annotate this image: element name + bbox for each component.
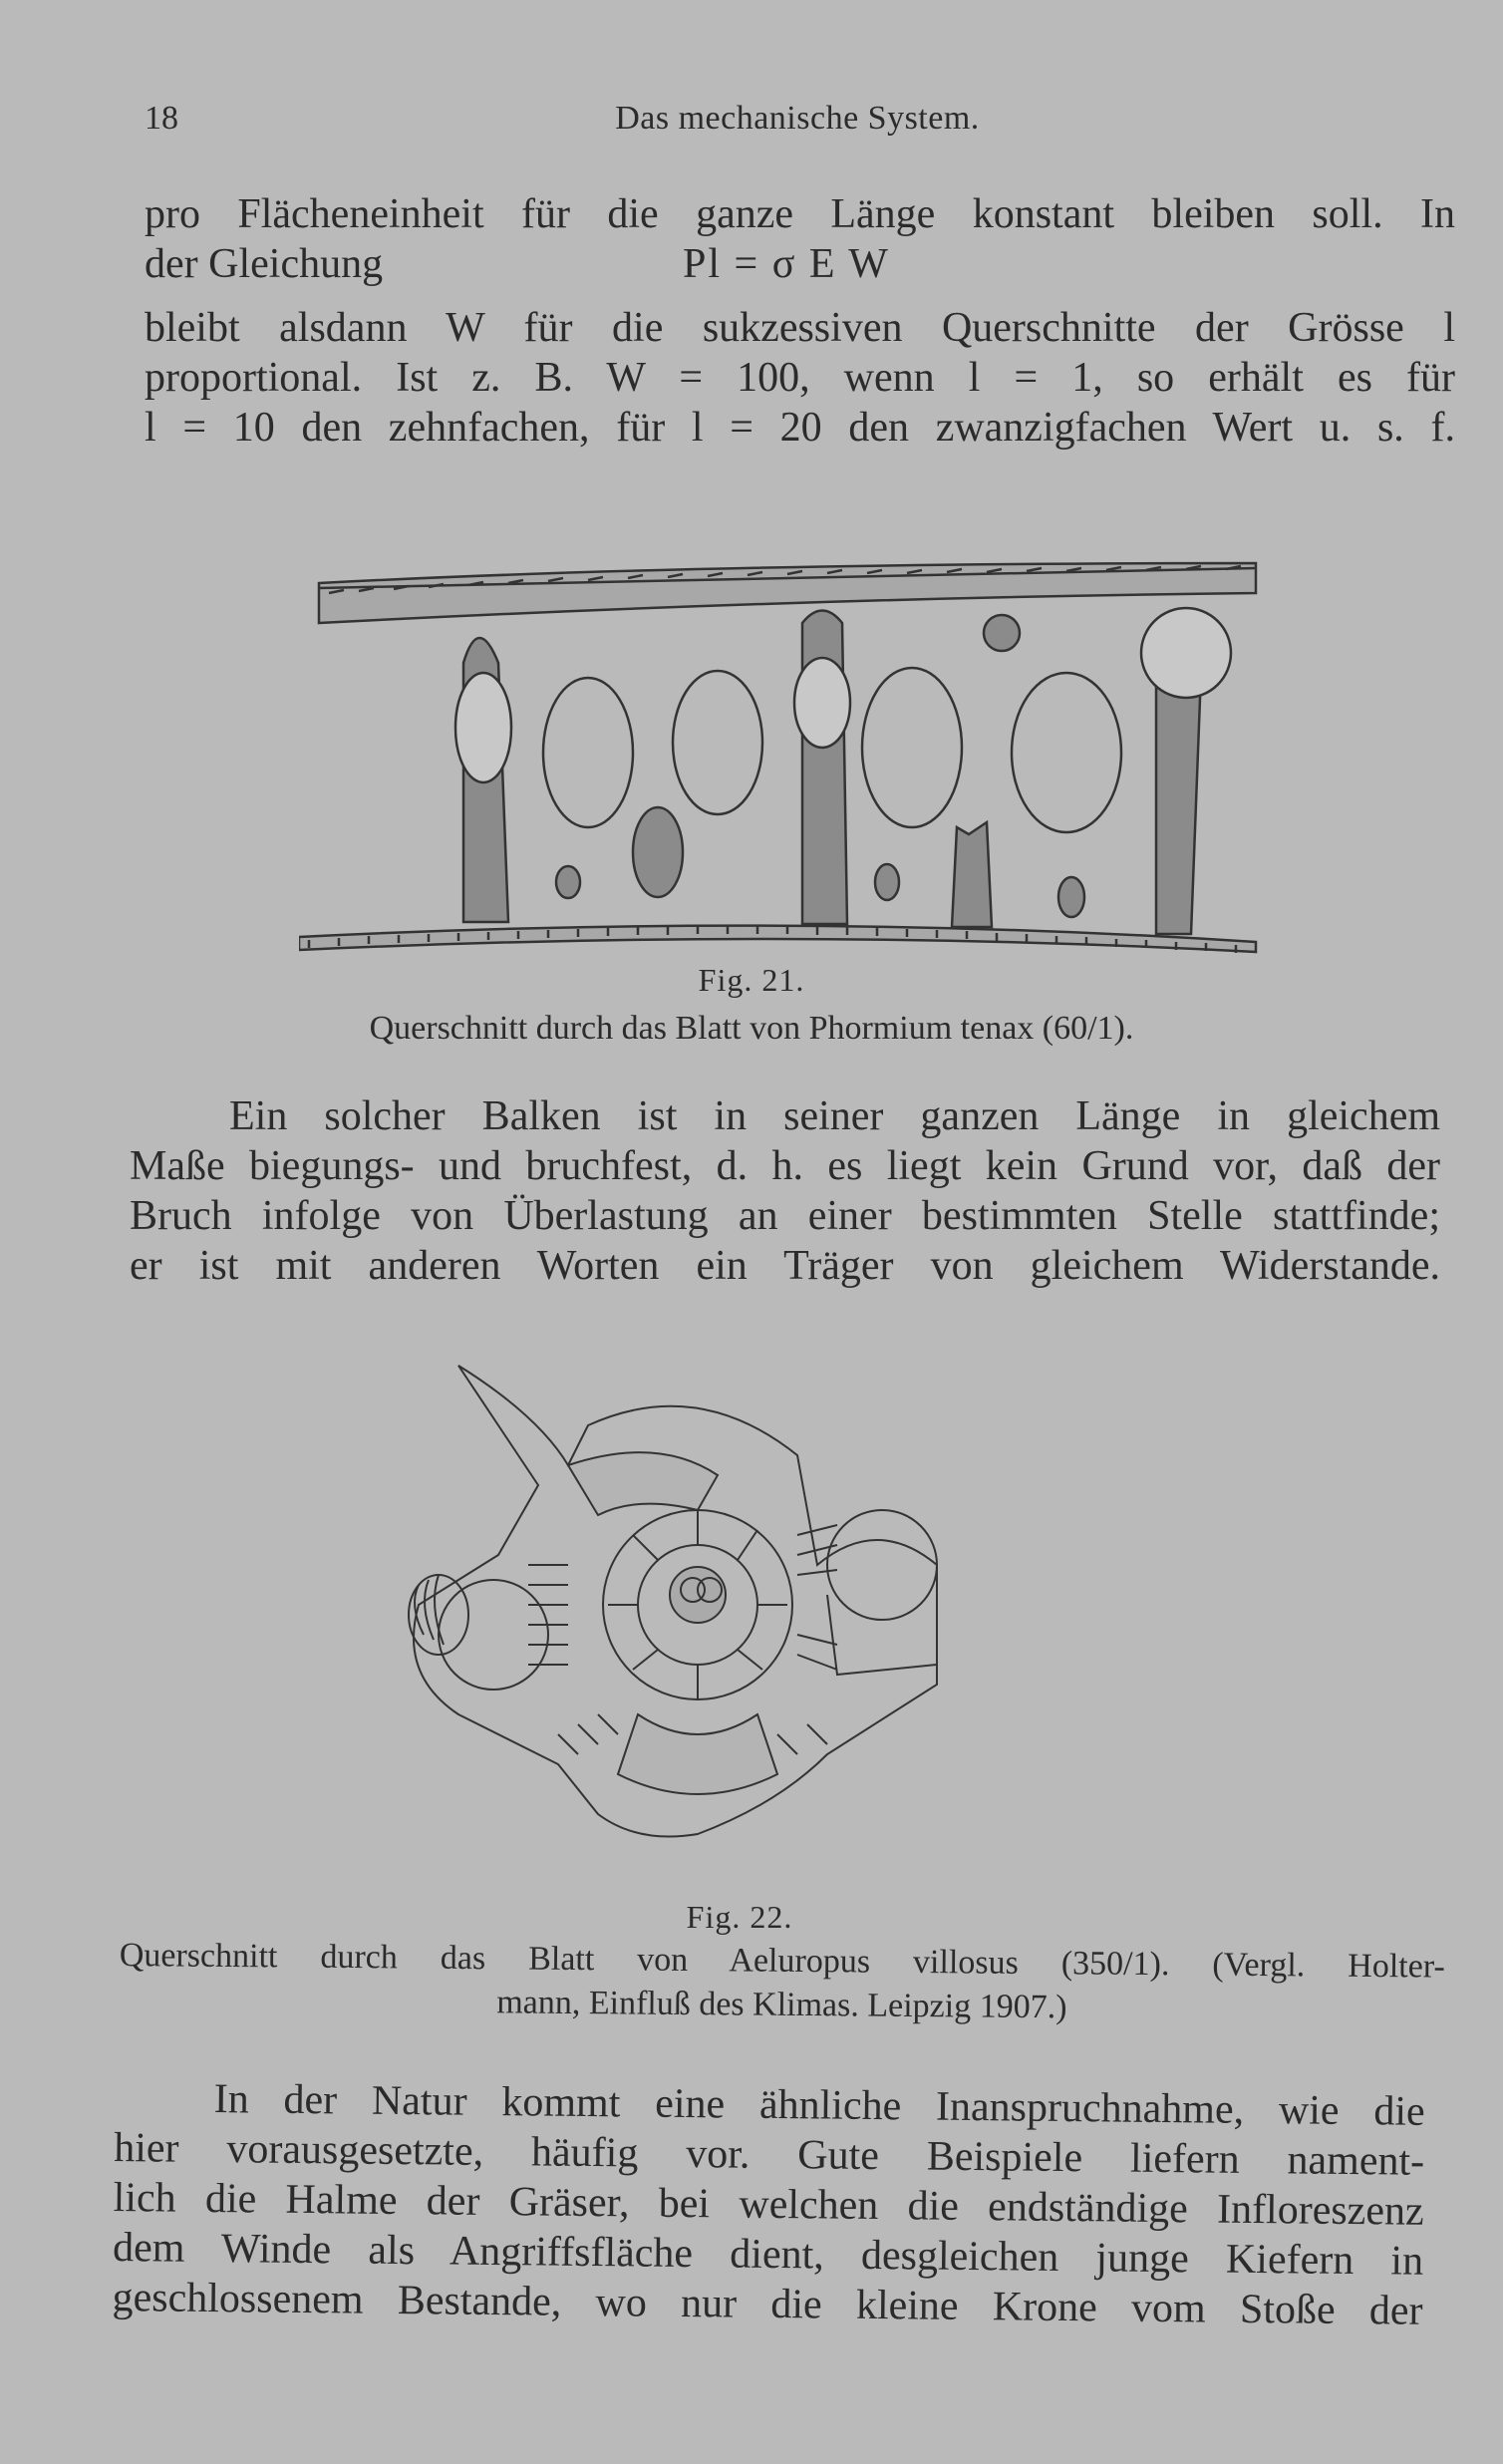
text-line: er ist mit anderen Worten ein Träger von gleichem Widerstande. <box>130 1243 1440 1289</box>
caption-line: mann, Einfluß des Klimas. Leipzig 1907.) <box>496 1984 1067 2026</box>
text-line: l = 10 den zehnfachen, für l = 20 den zwanzigfachen Wert u. s. f. <box>145 405 1455 451</box>
figure-22-label: Fig. 22. <box>686 1899 793 1935</box>
running-title: Das mechanische System. <box>615 100 980 137</box>
figure-21-label: Fig. 21. <box>698 962 805 998</box>
leaf-cross-section-figure-22 <box>399 1336 1156 1894</box>
text-line-start: der Gleichung <box>145 241 384 287</box>
paragraph-1 <box>145 189 1455 453</box>
page-header <box>145 100 1460 150</box>
text-line: proportional. Ist z. B. W = 100, wenn l = 1, so erhält es für <box>145 355 1455 401</box>
equation: Pl = σ E W <box>683 241 890 287</box>
figure-21-caption: Querschnitt durch das Blatt von Phormium tenax (60/1). <box>369 1010 1134 1047</box>
text-line: In der Natur kommt eine ähnliche Inanspruchnahme, wie die <box>213 2076 1425 2135</box>
page-number: 18 <box>145 100 178 137</box>
text-line: bleibt alsdann W für die sukzessiven Querschnitte der Grösse l <box>145 305 1455 351</box>
caption-line: Querschnitt durch das Blatt von Aeluropus villosus (350/1). (Vergl. Holter- <box>119 1936 1445 1986</box>
text-line: Bruch infolge von Überlastung an einer bestimmten Stelle stattfinde; <box>130 1193 1440 1239</box>
text-line: lich die Halme der Gräser, bei welchen die endständige Infloreszenz <box>113 2174 1424 2235</box>
text-line: dem Winde als Angriffsfläche dient, desgleichen junge Kiefern in <box>112 2224 1424 2285</box>
paragraph-2 <box>130 1091 1440 1291</box>
leaf-cross-section-figure-21 <box>299 543 1276 962</box>
text-line: Maße biegungs- und bruchfest, d. h. es liegt kein Grund vor, daß der <box>130 1143 1440 1189</box>
figure-22-caption <box>119 1934 1445 2033</box>
text-line <box>145 239 1455 289</box>
text-line: pro Flächeneinheit für die ganze Länge konstant bleiben soll. In <box>145 191 1455 237</box>
text-line: hier vorausgesetzte, häufig vor. Gute Beispiele liefern nament- <box>113 2124 1425 2185</box>
text-line: Ein solcher Balken ist in seiner ganzen Länge in gleichem <box>229 1093 1440 1139</box>
paragraph-3 <box>112 2073 1425 2336</box>
text-line: geschlossenem Bestande, wo nur die kleine Krone vom Stoße der <box>112 2274 1423 2334</box>
